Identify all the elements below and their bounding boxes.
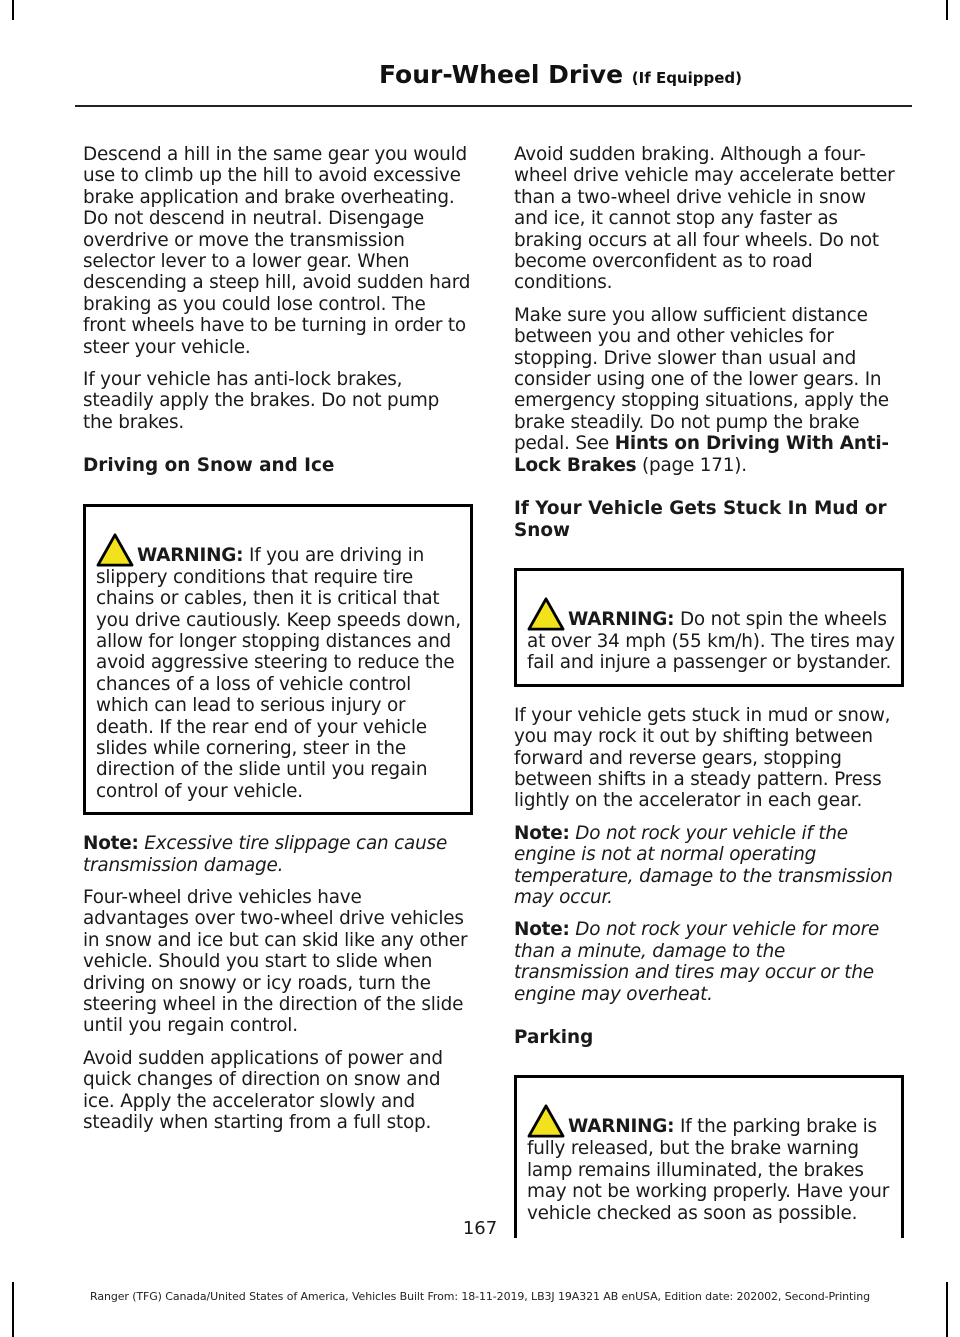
warning-box-spin xyxy=(514,568,904,687)
note-operating-temperature xyxy=(514,823,904,909)
page-number: 167 xyxy=(462,1218,498,1239)
note-text: Excessive tire slippage can cause transmission damage. xyxy=(83,833,448,876)
warning-box-snow xyxy=(83,504,473,815)
paragraph-descend-hill: Descend a hill in the same gear you would use to climb up the hill to avoid excessive brake application and brake overheating. Do not descend in neutral. Disengage overdrive or move the transmission selector lever to a lower gear. When descending a steep hill, avoid sudden hard braking as you could lose control. The front wheels have to be turning in order to steer your vehicle. xyxy=(83,144,471,358)
crop-mark-top-left xyxy=(12,0,14,20)
warning-triangle-icon xyxy=(527,1104,565,1138)
right-column xyxy=(514,144,904,1256)
paragraph-avoid-sudden-power: Avoid sudden applications of power and quick changes of direction on snow and ice. Apply the accelerator slowly and steadily when starting from a full stop. xyxy=(83,1047,443,1134)
warning-label: WARNING: xyxy=(137,544,244,566)
paragraph-anti-lock: If your vehicle has anti-lock brakes, steadily apply the brakes. Do not pump the brakes. xyxy=(83,369,440,433)
warning-text-spin xyxy=(527,597,895,674)
paragraph-sufficient-distance xyxy=(514,305,904,476)
note-text: Do not rock your vehicle if the engine is not at normal operating temperature, damage to the transmission may occur. xyxy=(514,822,893,908)
paragraph-four-wheel-advantages: Four-wheel drive vehicles have advantages over two-wheel drive vehicles in snow and ice but can skid like any other vehicle. Should you start to slide when driving on snowy or icy roads, turn the steering wheel in the direction of the slide until you regain control. xyxy=(83,886,468,1037)
note-label: Note: xyxy=(83,833,139,855)
paragraph-rock-vehicle: If your vehicle gets stuck in mud or snow, you may rock it out by shifting between forward and reverse gears, stopping between shifts in a steady pattern. Press lightly on the accelerator in each gear. xyxy=(514,704,891,812)
left-column xyxy=(83,144,473,1144)
header-rule xyxy=(75,105,912,107)
paragraph-text: Make sure you allow sufficient distance between you and other vehicles for stopping. Drive slower than usual and consider using one of the lower gears. In emergency stopping situations, apply the brake steadily. Do not pump the brake pedal. See xyxy=(514,304,889,455)
header-title-main: Four-Wheel Drive xyxy=(378,60,624,89)
warning-label: WARNING: xyxy=(568,608,675,630)
note-label: Note: xyxy=(514,919,570,941)
page-reference: (page 171). xyxy=(636,454,747,476)
page-header-title xyxy=(379,60,742,89)
paragraph-avoid-braking: Avoid sudden braking. Although a four-wheel drive vehicle may accelerate better than a two-wheel drive vehicle in snow and ice, it cannot stop any faster as braking occurs at all four wheels. Do not become overconfident as to road conditions. xyxy=(514,144,895,294)
note-tire-slippage xyxy=(83,833,473,876)
heading-snow-ice: Driving on Snow and Ice xyxy=(83,455,335,477)
warning-text-parking xyxy=(527,1104,895,1224)
note-text: Do not rock your vehicle for more than a minute, damage to the transmission and tires may occur or the engine may overheat. xyxy=(514,919,880,1005)
note-label: Note: xyxy=(514,822,570,844)
page-footer: Ranger (TFG) Canada/United States of America, Vehicles Built From: 18-11-2019, LB3J 19A321 AB enUSA, Edition date: 202002, Second-Printing xyxy=(90,1290,870,1303)
heading-parking: Parking xyxy=(514,1027,594,1048)
crop-mark-top-right xyxy=(946,0,948,20)
warning-triangle-icon xyxy=(96,533,134,567)
warning-label: WARNING: xyxy=(568,1116,675,1138)
warning-box-parking xyxy=(514,1075,904,1238)
warning-body: If you are driving in slippery conditions that require tire chains or cables, then it is critical that you drive cautiously. Keep speeds down, allow for longer stopping distances and avoid aggressive steering to reduce the chances of a loss of vehicle control which can lead to serious injury or death. If the rear end of your vehicle slides while cornering, steer in the direction of the slide until you regain control of your vehicle. xyxy=(96,544,461,802)
cross-reference-link[interactable]: Hints on Driving With Anti-Lock Brakes xyxy=(514,433,889,476)
note-rock-duration xyxy=(514,919,904,1005)
warning-text-snow xyxy=(96,533,464,802)
warning-body: If the parking brake is fully released, but the brake warning lamp remains illuminated, the brakes may not be working properly. Have your vehicle checked as soon as possible. xyxy=(527,1116,890,1224)
warning-body: Do not spin the wheels at over 34 mph (55 km/h). The tires may fail and injure a passenger or bystander. xyxy=(527,608,895,674)
warning-triangle-icon xyxy=(527,597,565,631)
header-title-subtitle: (If Equipped) xyxy=(631,69,742,87)
heading-stuck-mud-snow: If Your Vehicle Gets Stuck In Mud or Snow xyxy=(514,498,887,541)
